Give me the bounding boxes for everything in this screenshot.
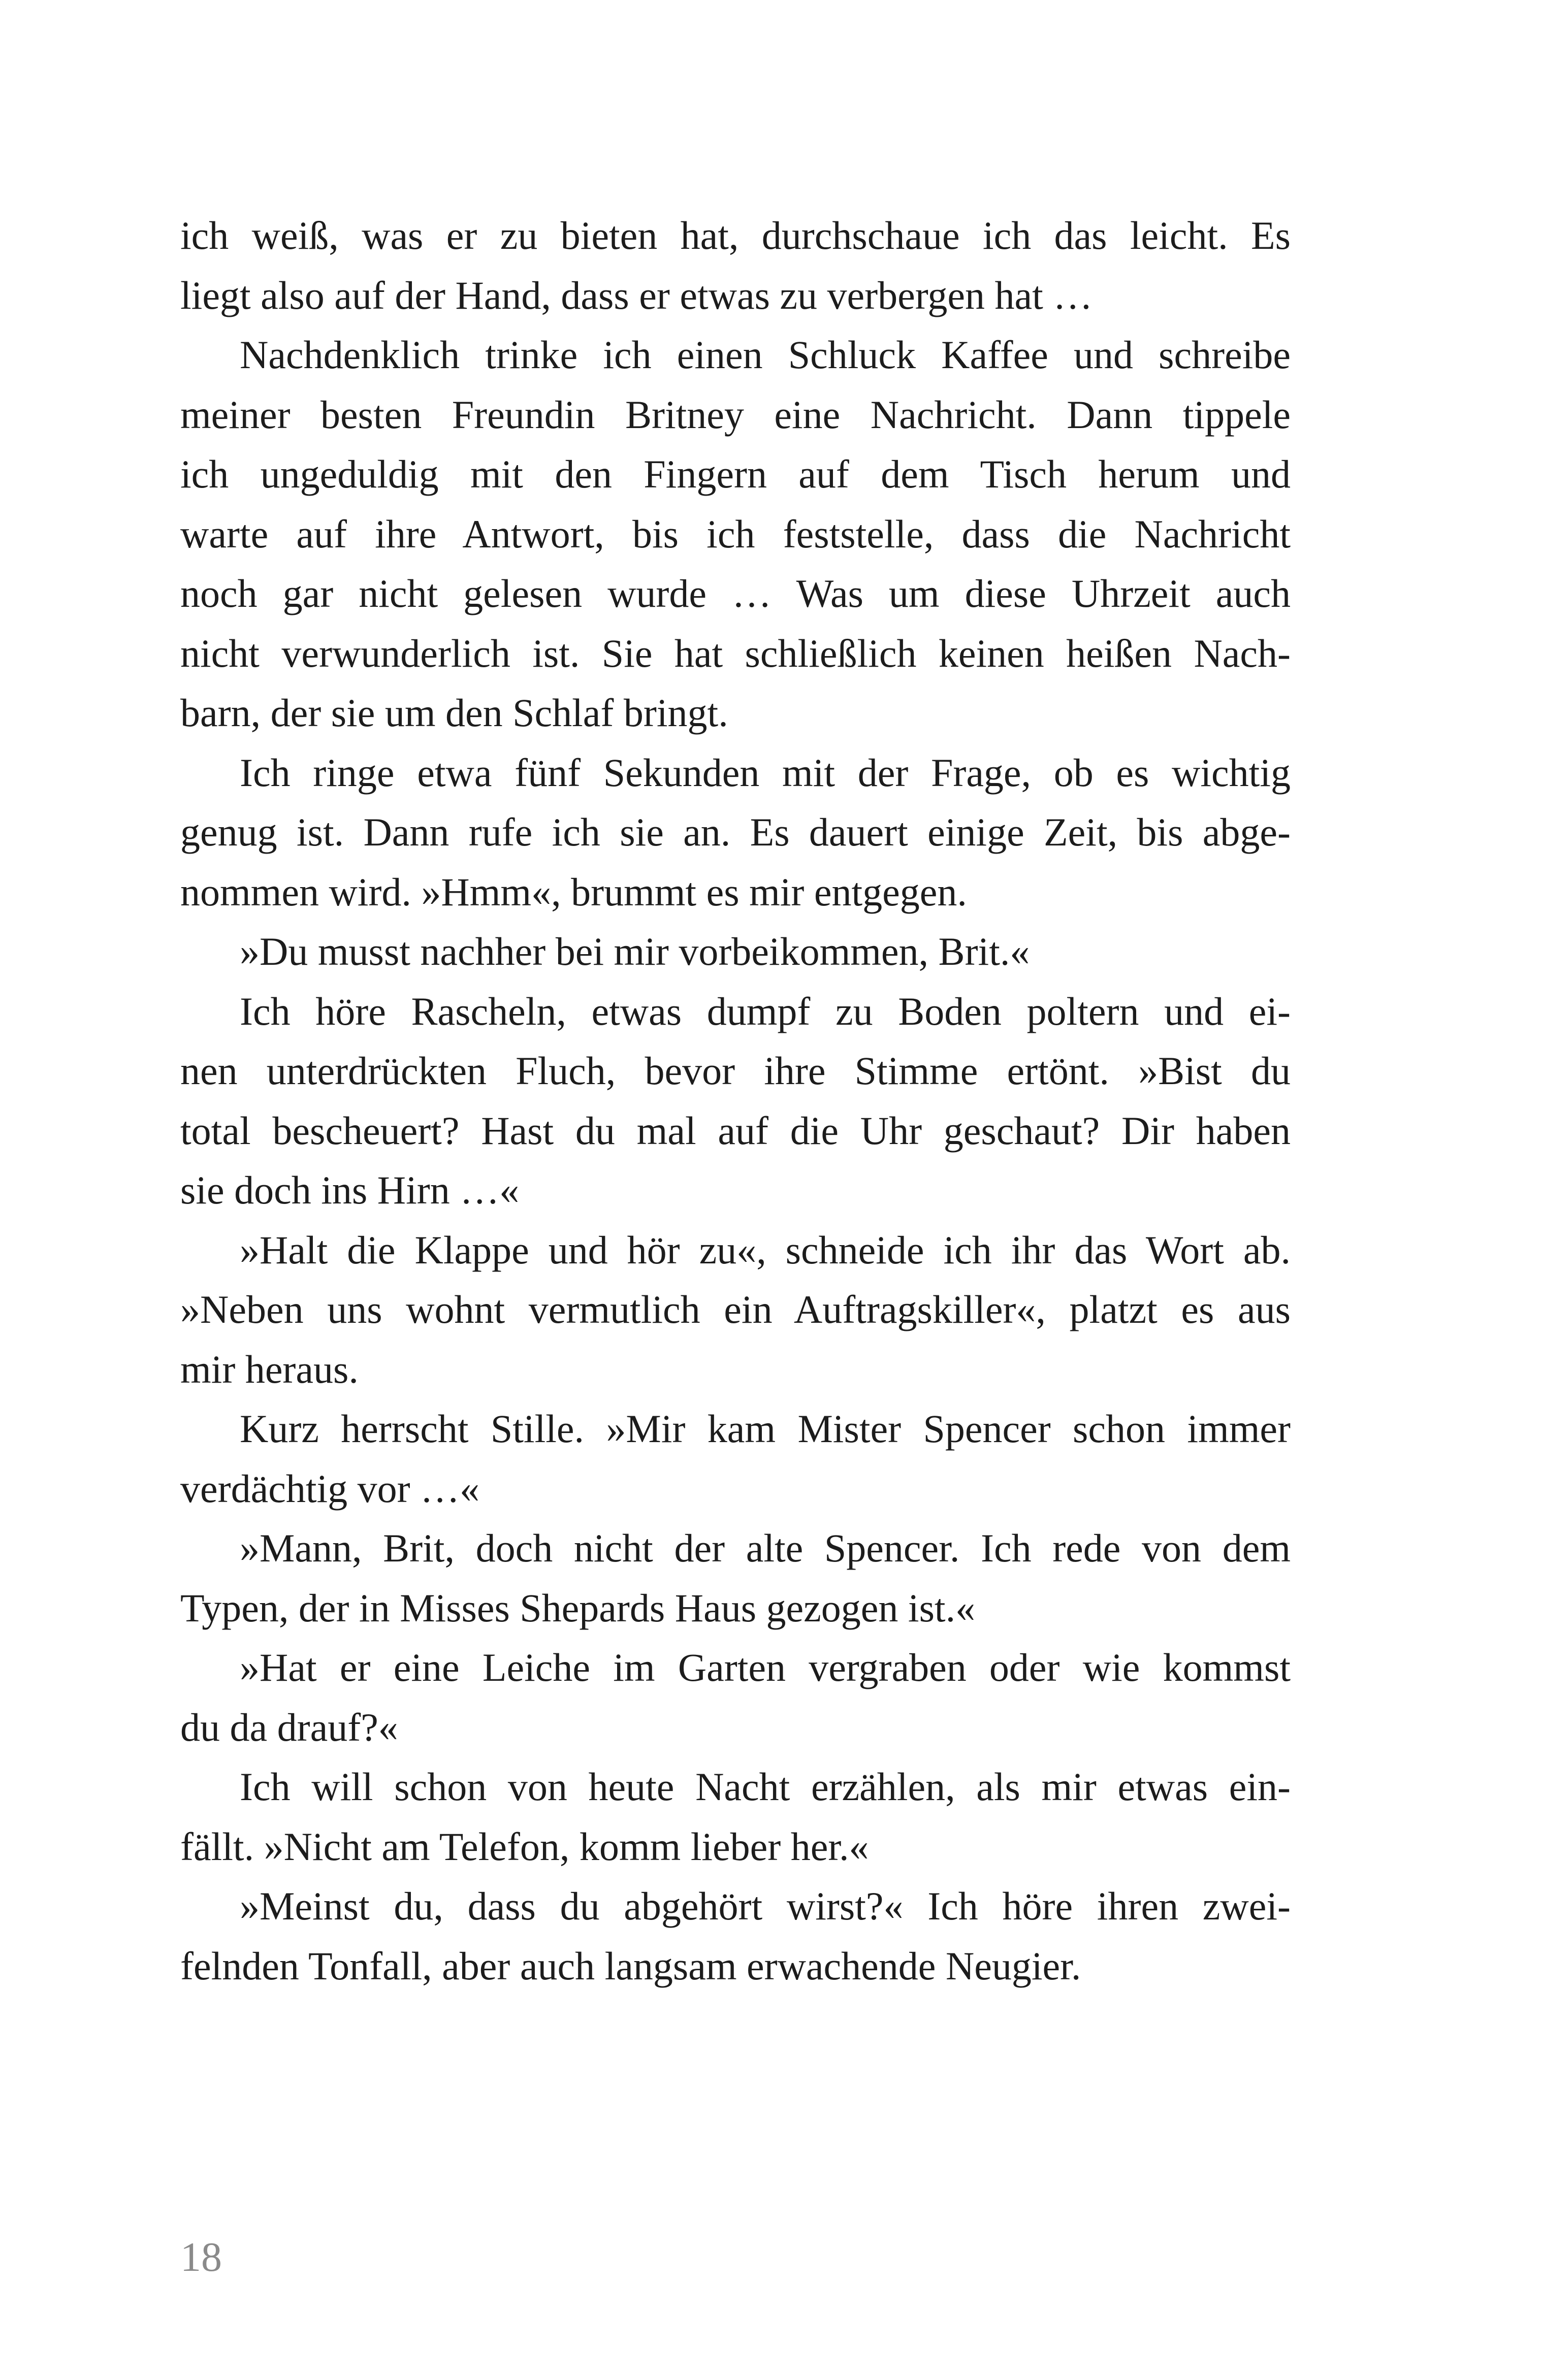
text-line: genug ist. Dann rufe ich sie an. Es dauert einige Zeit, bis abge-	[180, 810, 1291, 854]
text-line: fällt. »Nicht am Telefon, komm lieber her.«	[180, 1824, 869, 1869]
text-line: Typen, der in Misses Shepards Haus gezogen ist.«	[180, 1585, 976, 1630]
text-line: liegt also auf der Hand, dass er etwas zu verbergen hat …	[180, 273, 1093, 317]
text-line: barn, der sie um den Schlaf bringt.	[180, 691, 728, 735]
text-line: meiner besten Freundin Britney eine Nachricht. Dann tippele	[180, 392, 1291, 437]
text-line: nen unterdrückten Fluch, bevor ihre Stimme ertönt. »Bist du	[180, 1049, 1291, 1093]
text-line: warte auf ihre Antwort, bis ich feststelle, dass die Nachricht	[180, 511, 1291, 556]
text-line: nommen wird. »Hmm«, brummt es mir entgegen.	[180, 869, 967, 914]
text-line: »Hat er eine Leiche im Garten vergraben oder wie kommst	[240, 1645, 1291, 1689]
text-line: verdächtig vor …«	[180, 1466, 480, 1511]
text-line: Nachdenklich trinke ich einen Schluck Kaffee und schreibe	[240, 333, 1291, 377]
text-line: »Neben uns wohnt vermutlich ein Auftragskiller«, platzt es aus	[180, 1287, 1291, 1331]
text-line: Ich will schon von heute Nacht erzählen, als mir etwas ein-	[240, 1765, 1291, 1809]
text-line: Ich höre Rascheln, etwas dumpf zu Boden poltern und ei-	[240, 989, 1291, 1033]
text-line: Ich ringe etwa fünf Sekunden mit der Frage, ob es wichtig	[240, 750, 1291, 795]
text-line: Kurz herrscht Stille. »Mir kam Mister Spencer schon immer	[240, 1407, 1291, 1451]
text-line: ich weiß, was er zu bieten hat, durchschaue ich das leicht. Es	[180, 213, 1291, 257]
text-line: »Du musst nachher bei mir vorbeikommen, Brit.«	[240, 929, 1030, 973]
text-line: nicht verwunderlich ist. Sie hat schließlich keinen heißen Nach-	[180, 631, 1291, 675]
text-line: ich ungeduldig mit den Fingern auf dem Tisch herum und	[180, 452, 1291, 496]
body-text	[180, 206, 1291, 1996]
text-line: »Mann, Brit, doch nicht der alte Spencer. Ich rede von dem	[240, 1526, 1291, 1570]
text-line: »Halt die Klappe und hör zu«, schneide ich ihr das Wort ab.	[240, 1227, 1291, 1272]
text-line: sie doch ins Hirn …«	[180, 1168, 520, 1212]
text-line: mir heraus.	[180, 1347, 359, 1391]
text-line: felnden Tonfall, aber auch langsam erwachende Neugier.	[180, 1943, 1081, 1988]
text-line: du da drauf?«	[180, 1705, 398, 1749]
text-line: total bescheuert? Hast du mal auf die Uhr geschaut? Dir haben	[180, 1108, 1291, 1153]
page-number: 18	[180, 2234, 222, 2280]
text-line: »Meinst du, dass du abgehört wirst?« Ich höre ihren zwei-	[240, 1884, 1291, 1928]
text-line: noch gar nicht gelesen wurde … Was um diese Uhrzeit auch	[180, 571, 1291, 615]
